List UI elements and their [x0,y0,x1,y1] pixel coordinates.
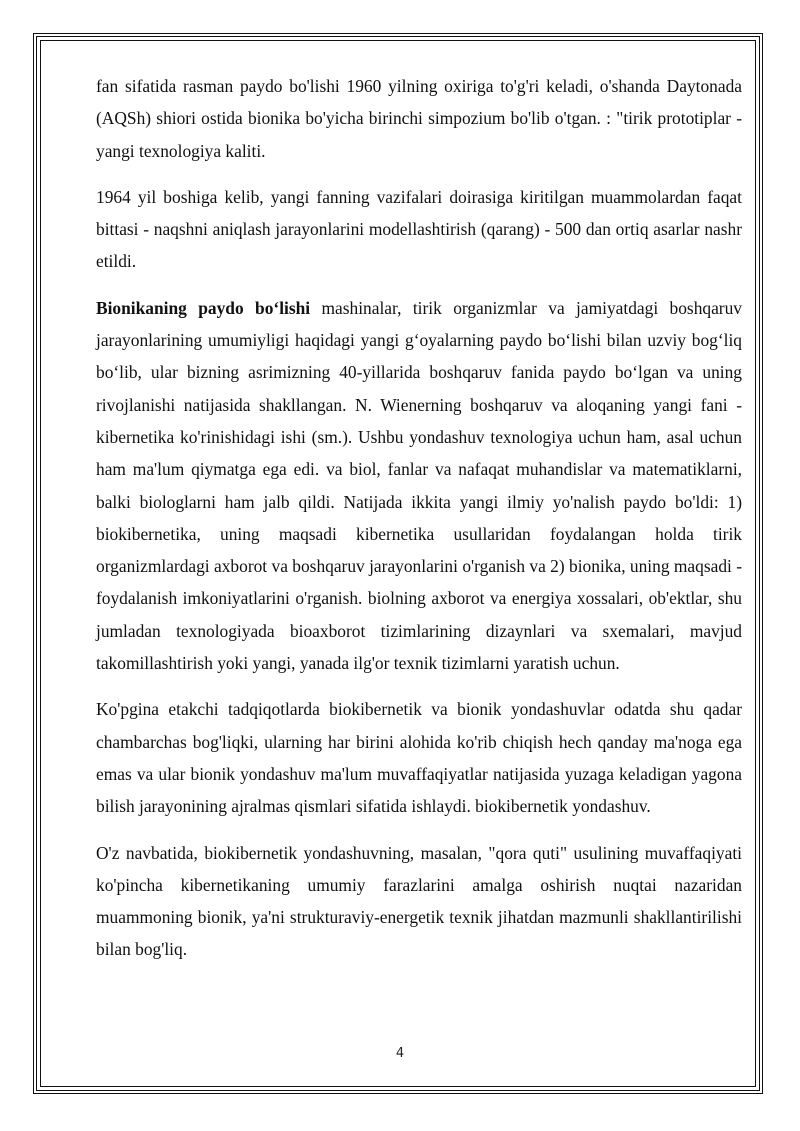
paragraph-5 [96,837,742,966]
paragraph-4-text: Ko'pgina etakchi tadqiqotlarda biokibernetik va bionik yondashuvlar odatda shu qadar chambarchas bog'liqki, ularning har birini alohida ko'rib chiqish hech qanday ma'noga ega emas va ular bionik yondashuv ma'lum muvaffaqiyatlar natijasida yuzaga keladigan yagona bilish jarayonining ajralmas qismlari sifatida ishlaydi. biokibernetik yondashuv. [96,699,742,817]
paragraph-3-text: mashinalar, tirik organizmlar va jamiyatdagi boshqaruv jarayonlarining umumiyligi haqidagi yangi g‘oyalarning paydo bo‘lishi bilan uzviy bog‘liq bo‘lib, ular bizning asrimizning 40-yillarida boshqaruv fanida paydo bo‘lgan va uning rivojlanishi natijasida shakllangan. N. Wienerning boshqaruv va aloqaning yangi fani - kibernetika ko'rinishidagi ishi (sm.). Ushbu yondashuv texnologiya uchun ham, asal uchun ham ma'lum qiymatga ega edi. va biol, fanlar va nafaqat muhandislar va matematiklarni, balki biologlarni ham jalb qildi. Natijada ikkita yangi ilmiy yo'nalish paydo bo'ldi: 1) biokibernetika, uning maqsadi kibernetika usullaridan foydalangan holda tirik organizmlardagi axborot va boshqaruv jarayonlarini o'rganish va 2) bionika, uning maqsadi - foydalanish imkoniyatlarini o'rganish. biolning axborot va energiya xossalari, ob'ektlar, shu jumladan texnologiyada bioaxborot tizimlarining dizaynlari va sxemalari, mavjud takomillashtirish yoki yangi, yanada ilg'or texnik tizimlarni yaratish uchun. [96,297,742,674]
paragraph-5-text: O'z navbatida, biokibernetik yondashuvning, masalan, "qora quti" usulining muvaffaqiyati ko'pincha kibernetikaning umumiy farazlarini amalga oshirish nuqtai nazaridan muammoning bionik, ya'ni strukturaviy-energetik texnik jihatdan mazmunli shakllantirilishi bilan bog'liq. [96,842,742,960]
paragraph-1 [96,70,742,167]
paragraph-2 [96,181,742,278]
paragraph-3 [96,292,742,680]
paragraph-4 [96,693,742,822]
paragraph-1-text: fan sifatida rasman paydo bo'lishi 1960 yilning oxiriga to'g'ri keladi, o'shanda Daytonada (AQSh) shiori ostida bionika bo'yicha birinchi simpozium bo'lib o'tgan. : "tirik prototiplar - yangi texnologiya kaliti. [96,76,742,161]
paragraph-3-bold-lead: Bionikaning paydo bo‘lishi [96,297,311,318]
page-number: 4 [395,1046,405,1061]
paragraph-2-text: 1964 yil boshiga kelib, yangi fanning vazifalari doirasiga kiritilgan muammolardan faqat bittasi - naqshni aniqlash jarayonlarini modellashtirish (qarang) - 500 dan ortiq asarlar nashr etildi. [96,186,742,272]
document-body [96,70,742,980]
